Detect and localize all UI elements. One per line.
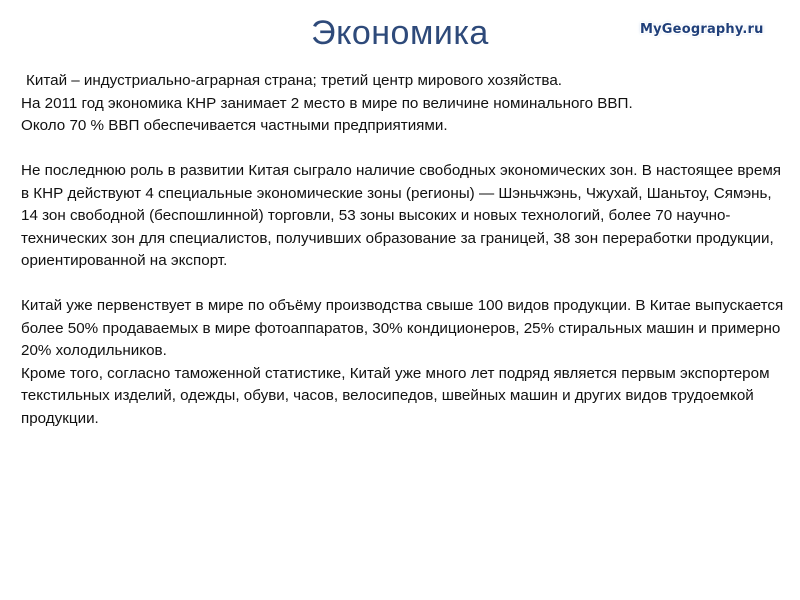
slide-title: Экономика	[311, 14, 489, 52]
slide-body	[21, 70, 791, 430]
paragraph-gap	[21, 273, 791, 296]
body-paragraph-exports: Кроме того, согласно таможенной статистике, Китай уже много лет подряд является первым экспортером текстильных изделий, одежды, обуви, часов, велосипедов, швейных машин и других видов трудоемкой продукции.	[21, 364, 770, 427]
site-logo: MyGeography.ru	[640, 22, 764, 37]
body-line-private-share: Около 70 % ВВП обеспечивается частными предприятиями.	[21, 117, 448, 134]
body-paragraph-economic-zones: Не последнюю роль в развитии Китая сыграло наличие свободных экономических зон. В настоящее время в КНР действуют 4 специальные экономические зоны (регионы) — Шэньчжэнь, Чжухай, Шаньтоу, Сямэнь, 14 зон свободной (беспошлинной) торговли, 53 зоны высоких и новых технологий, более 70 научно-технических зон для специалистов, получивших образование за границей, 38 зон переработки продукции, ориентированной на экспорт.	[21, 162, 781, 269]
body-line-gdp-rank: На 2011 год экономика КНР занимает 2 место в мире по величине номинального ВВП.	[21, 94, 633, 112]
body-line-intro: Китай – индустриально-аграрная страна; третий центр мирового хозяйства.	[26, 72, 562, 89]
body-paragraph-production: Китай уже первенствует в мире по объёму производства свыше 100 видов продукции. В Китае выпускается более 50% продаваемых в мире фотоаппаратов, 30% кондиционеров, 25% стиральных машин и примерно 20% холодильников.	[21, 297, 784, 359]
paragraph-gap	[21, 138, 791, 161]
